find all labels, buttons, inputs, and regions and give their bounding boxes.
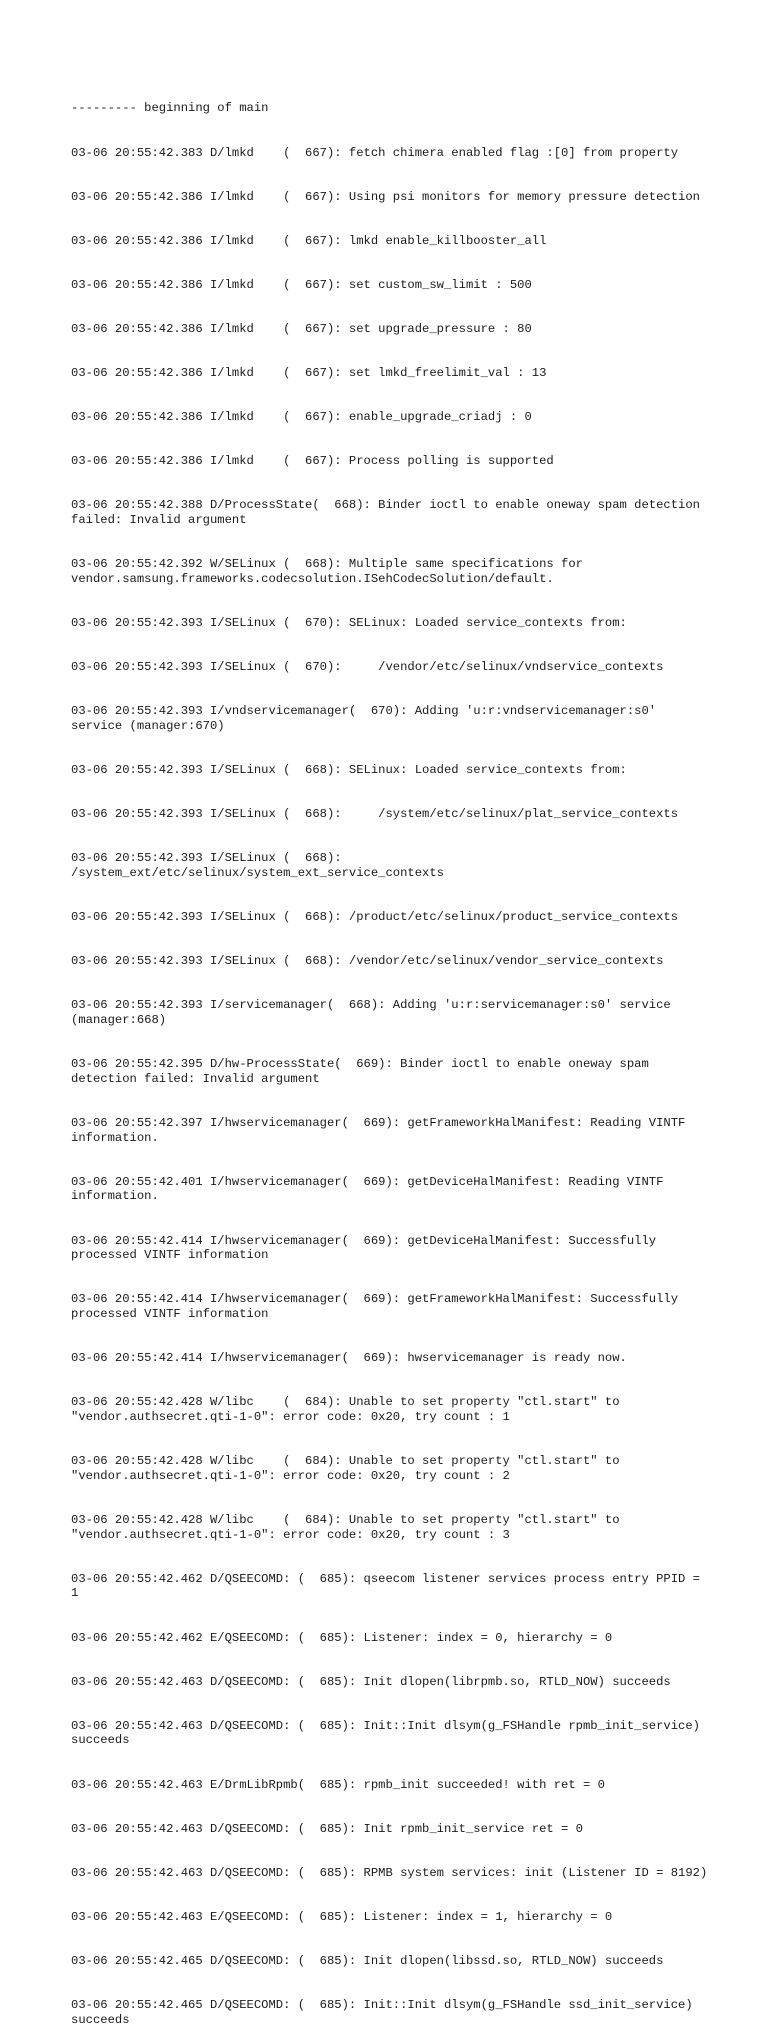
log-line: 03-06 20:55:42.397 I/hwservicemanager( 669): getFrameworkHalManifest: Reading VINTF information. — [71, 1115, 693, 1145]
log-line: 03-06 20:55:42.386 I/lmkd ( 667): enable_upgrade_criadj : 0 — [71, 410, 532, 425]
log-line: 03-06 20:55:42.386 I/lmkd ( 667): Process polling is supported — [71, 454, 554, 469]
log-line: 03-06 20:55:42.465 D/QSEECOMD: ( 685): Init::Init dlsym(g_FSHandle ssd_init_service) succeeds — [71, 1998, 700, 2027]
log-line: 03-06 20:55:42.393 I/SELinux ( 668): /product/etc/selinux/product_service_contexts — [71, 910, 679, 925]
log-line: 03-06 20:55:42.393 I/vndservicemanager( 670): Adding 'u:r:vndservicemanager:s0' service (manager:670) — [71, 704, 664, 733]
log-line: 03-06 20:55:42.393 I/SELinux ( 670): SELinux: Loaded service_contexts from: — [71, 616, 627, 631]
log-line: 03-06 20:55:42.414 I/hwservicemanager( 669): getDeviceHalManifest: Successfully processed VINTF information — [71, 1233, 664, 1263]
log-line: 03-06 20:55:42.386 I/lmkd ( 667): Using psi monitors for memory pressure detection — [71, 189, 700, 204]
log-line: 03-06 20:55:42.428 W/libc ( 684): Unable to set property "ctl.start" to "vendor.authsecret.qti-1-0": error code: 0x20, try count : 2 — [71, 1454, 627, 1483]
log-line: 03-06 20:55:42.465 D/QSEECOMD: ( 685): Init dlopen(libssd.so, RTLD_NOW) succeeds — [71, 1954, 664, 1968]
log-line: 03-06 20:55:42.393 I/SELinux ( 670): /vendor/etc/selinux/vndservice_contexts — [71, 660, 664, 675]
log-line: 03-06 20:55:42.414 I/hwservicemanager( 669): getFrameworkHalManifest: Successfully processed VINTF information — [71, 1292, 686, 1322]
log-line: 03-06 20:55:42.463 D/QSEECOMD: ( 685): Init::Init dlsym(g_FSHandle rpmb_init_service) succeeds — [71, 1718, 708, 1748]
log-line: 03-06 20:55:42.392 W/SELinux ( 668): Multiple same specifications for vendor.samsung.frameworks.codecsolution.ISehCodecSolution/default. — [71, 557, 591, 586]
log-line: 03-06 20:55:42.393 I/SELinux ( 668): /system/etc/selinux/plat_service_contexts — [71, 807, 679, 822]
log-line: --------- beginning of main — [71, 101, 269, 116]
log-line: 03-06 20:55:42.383 D/lmkd ( 667): fetch chimera enabled flag :[0] from property — [71, 145, 679, 160]
log-line: 03-06 20:55:42.386 I/lmkd ( 667): set lmkd_freelimit_val : 13 — [71, 366, 547, 381]
log-line: 03-06 20:55:42.414 I/hwservicemanager( 669): hwservicemanager is ready now. — [71, 1351, 627, 1366]
log-line: 03-06 20:55:42.428 W/libc ( 684): Unable to set property "ctl.start" to "vendor.authsecret.qti-1-0": error code: 0x20, try count : 1 — [71, 1395, 627, 1424]
log-line: 03-06 20:55:42.395 D/hw-ProcessState( 669): Binder ioctl to enable oneway spam detection failed: Invalid argument — [71, 1057, 657, 1086]
log-line: 03-06 20:55:42.388 D/ProcessState( 668): Binder ioctl to enable oneway spam detection failed: Invalid argument — [71, 498, 708, 528]
log-line: 03-06 20:55:42.393 I/SELinux ( 668): /vendor/etc/selinux/vendor_service_contexts — [71, 954, 664, 969]
log-line: 03-06 20:55:42.463 D/QSEECOMD: ( 685): RPMB system services: init (Listener ID = 8192) — [71, 1865, 708, 1880]
log-line: 03-06 20:55:42.393 I/SELinux ( 668): SELinux: Loaded service_contexts from: — [71, 763, 627, 778]
log-line: 03-06 20:55:42.463 E/DrmLibRpmb( 685): rpmb_init succeeded! with ret = 0 — [71, 1777, 605, 1792]
log-line: 03-06 20:55:42.386 I/lmkd ( 667): set upgrade_pressure : 80 — [71, 321, 532, 336]
log-line: 03-06 20:55:42.462 D/QSEECOMD: ( 685): qseecom listener services process entry PPID = 1 — [71, 1571, 708, 1601]
log-line: 03-06 20:55:42.386 I/lmkd ( 667): set custom_sw_limit : 500 — [71, 277, 532, 292]
log-line: 03-06 20:55:42.393 I/SELinux ( 668): /system_ext/etc/selinux/system_ext_service_contexts — [71, 851, 444, 880]
log-line: 03-06 20:55:42.463 D/QSEECOMD: ( 685): Init dlopen(librpmb.so, RTLD_NOW) succeeds — [71, 1674, 671, 1689]
log-line: 03-06 20:55:42.401 I/hwservicemanager( 669): getDeviceHalManifest: Reading VINTF information. — [71, 1174, 671, 1204]
log-line: 03-06 20:55:42.463 E/QSEECOMD: ( 685): Listener: index = 1, hierarchy = 0 — [71, 1909, 613, 1924]
log-line: 03-06 20:55:42.393 I/servicemanager( 668): Adding 'u:r:servicemanager:s0' service (manager:668) — [71, 998, 679, 1027]
log-line: 03-06 20:55:42.386 I/lmkd ( 667): lmkd enable_killbooster_all — [71, 233, 547, 248]
log-line: 03-06 20:55:42.463 D/QSEECOMD: ( 685): Init rpmb_init_service ret = 0 — [71, 1821, 583, 1836]
log-output — [71, 72, 711, 2042]
log-line: 03-06 20:55:42.428 W/libc ( 684): Unable to set property "ctl.start" to "vendor.authsecret.qti-1-0": error code: 0x20, try count : 3 — [71, 1512, 627, 1542]
log-line: 03-06 20:55:42.462 E/QSEECOMD: ( 685): Listener: index = 0, hierarchy = 0 — [71, 1630, 613, 1645]
